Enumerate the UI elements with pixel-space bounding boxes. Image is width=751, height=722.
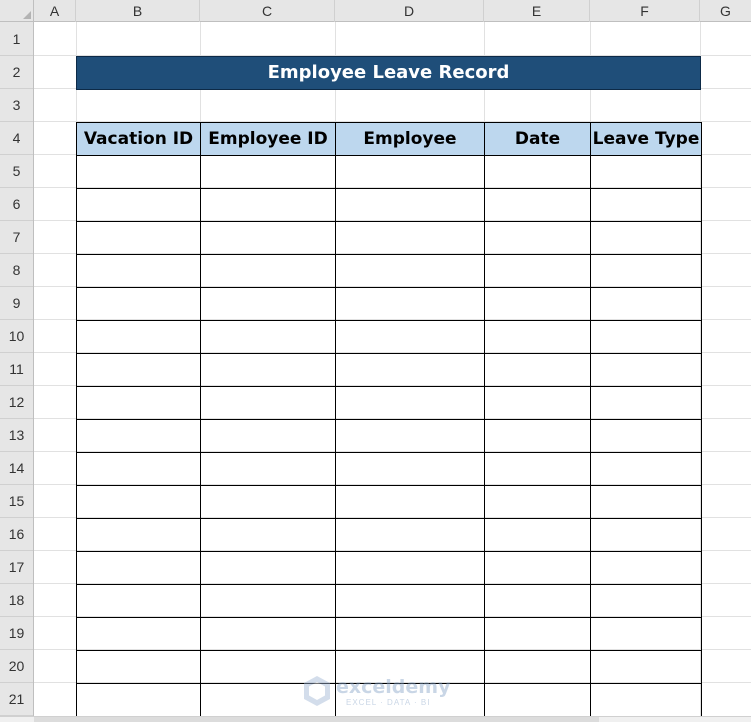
row-header-5[interactable]: 5 xyxy=(0,155,33,188)
table-row xyxy=(77,552,702,585)
row-header-12[interactable]: 12 xyxy=(0,386,33,419)
table-cell[interactable] xyxy=(591,321,702,354)
table-cell[interactable] xyxy=(485,321,591,354)
column-header-d[interactable]: D xyxy=(335,0,484,22)
row-header-4[interactable]: 4 xyxy=(0,122,33,155)
row-header-8[interactable]: 8 xyxy=(0,254,33,287)
table-cell[interactable] xyxy=(336,552,485,585)
row-header-6[interactable]: 6 xyxy=(0,188,33,221)
table-cell[interactable] xyxy=(77,486,201,519)
row-header-7[interactable]: 7 xyxy=(0,221,33,254)
table-cell[interactable] xyxy=(77,684,201,717)
column-header-f[interactable]: F xyxy=(590,0,700,22)
table-row xyxy=(77,156,702,189)
table-cell[interactable] xyxy=(485,420,591,453)
table-cell[interactable] xyxy=(485,486,591,519)
table-cell[interactable] xyxy=(201,420,336,453)
table-cell[interactable] xyxy=(591,387,702,420)
horizontal-scrollbar-thumb[interactable] xyxy=(34,717,599,722)
table-cell[interactable] xyxy=(201,453,336,486)
table-cell[interactable] xyxy=(77,618,201,651)
row-header-9[interactable]: 9 xyxy=(0,287,33,320)
leave-record-table xyxy=(76,122,702,717)
table-cell[interactable] xyxy=(485,684,591,717)
table-cell[interactable] xyxy=(77,189,201,222)
table-cell[interactable] xyxy=(336,189,485,222)
column-headers xyxy=(34,0,751,22)
table-cell[interactable] xyxy=(485,156,591,189)
table-body xyxy=(77,156,702,717)
table-row xyxy=(77,189,702,222)
table-cell[interactable] xyxy=(485,519,591,552)
table-cell[interactable] xyxy=(201,519,336,552)
table-cell[interactable] xyxy=(77,222,201,255)
header-employee[interactable]: Employee xyxy=(336,123,485,156)
table-cell[interactable] xyxy=(336,222,485,255)
table-cell[interactable] xyxy=(201,552,336,585)
sheet-title[interactable]: Employee Leave Record xyxy=(76,56,701,90)
table-cell[interactable] xyxy=(201,222,336,255)
table-cell[interactable] xyxy=(591,453,702,486)
table-cell[interactable] xyxy=(485,354,591,387)
table-cell[interactable] xyxy=(201,255,336,288)
exceldemy-watermark xyxy=(302,674,452,710)
table-cell[interactable] xyxy=(591,684,702,717)
table-row xyxy=(77,354,702,387)
table-cell[interactable] xyxy=(336,321,485,354)
exceldemy-logo-icon xyxy=(302,674,332,708)
table-cell[interactable] xyxy=(77,585,201,618)
row-header-10[interactable]: 10 xyxy=(0,320,33,353)
table-cell[interactable] xyxy=(591,486,702,519)
table-cell[interactable] xyxy=(591,156,702,189)
table-cell[interactable] xyxy=(336,156,485,189)
header-leave-type[interactable]: Leave Type xyxy=(591,123,702,156)
table-header-row xyxy=(77,123,702,156)
table-cell[interactable] xyxy=(201,618,336,651)
column-header-e[interactable]: E xyxy=(484,0,590,22)
row-header-1[interactable]: 1 xyxy=(0,22,33,56)
table-cell[interactable] xyxy=(336,288,485,321)
row-header-19[interactable]: 19 xyxy=(0,617,33,650)
column-header-g[interactable]: G xyxy=(720,3,731,19)
table-cell[interactable] xyxy=(201,156,336,189)
table-cell[interactable] xyxy=(201,387,336,420)
table-cell[interactable] xyxy=(591,222,702,255)
table-cell[interactable] xyxy=(77,156,201,189)
header-date[interactable]: Date xyxy=(485,123,591,156)
table-row xyxy=(77,255,702,288)
table-cell[interactable] xyxy=(591,585,702,618)
table-cell[interactable] xyxy=(336,519,485,552)
table-cell[interactable] xyxy=(77,387,201,420)
row-header-11[interactable]: 11 xyxy=(0,353,33,386)
row-header-21[interactable]: 21 xyxy=(0,683,33,716)
table-row xyxy=(77,387,702,420)
table-cell[interactable] xyxy=(485,552,591,585)
table-cell[interactable] xyxy=(336,486,485,519)
row-header-15[interactable]: 15 xyxy=(0,485,33,518)
table-cell[interactable] xyxy=(201,585,336,618)
table-cell[interactable] xyxy=(336,453,485,486)
table-cell[interactable] xyxy=(485,387,591,420)
table-cell[interactable] xyxy=(77,519,201,552)
table-cell[interactable] xyxy=(201,189,336,222)
select-all-corner[interactable] xyxy=(0,0,34,22)
table-cell[interactable] xyxy=(485,585,591,618)
column-header-b[interactable]: B xyxy=(76,0,200,22)
table-cell[interactable] xyxy=(77,420,201,453)
table-cell[interactable] xyxy=(336,585,485,618)
table-cell[interactable] xyxy=(336,387,485,420)
table-cell[interactable] xyxy=(336,420,485,453)
table-cell[interactable] xyxy=(77,651,201,684)
table-cell[interactable] xyxy=(591,354,702,387)
row-header-14[interactable]: 14 xyxy=(0,452,33,485)
header-vacation-id[interactable]: Vacation ID xyxy=(77,123,201,156)
table-row xyxy=(77,420,702,453)
table-row xyxy=(77,453,702,486)
table-cell[interactable] xyxy=(336,618,485,651)
table-cell[interactable] xyxy=(591,552,702,585)
table-row xyxy=(77,585,702,618)
table-cell[interactable] xyxy=(77,552,201,585)
table-cell[interactable] xyxy=(77,453,201,486)
watermark-name: exceldemy xyxy=(336,676,451,698)
row-header-3[interactable]: 3 xyxy=(0,89,33,122)
table-cell[interactable] xyxy=(485,255,591,288)
table-cell[interactable] xyxy=(201,321,336,354)
row-header-16[interactable]: 16 xyxy=(0,518,33,551)
column-header-c[interactable]: C xyxy=(200,0,335,22)
table-cell[interactable] xyxy=(485,618,591,651)
table-cell[interactable] xyxy=(591,651,702,684)
table-cell[interactable] xyxy=(591,618,702,651)
table-cell[interactable] xyxy=(591,255,702,288)
table-cell[interactable] xyxy=(485,651,591,684)
table-cell[interactable] xyxy=(77,255,201,288)
table-cell[interactable] xyxy=(201,354,336,387)
table-cell[interactable] xyxy=(591,519,702,552)
table-cell[interactable] xyxy=(485,288,591,321)
table-row xyxy=(77,486,702,519)
row-headers xyxy=(0,22,34,722)
table-cell[interactable] xyxy=(485,222,591,255)
table-cell[interactable] xyxy=(336,255,485,288)
table-cell[interactable] xyxy=(201,486,336,519)
row-header-20[interactable]: 20 xyxy=(0,650,33,683)
table-cell[interactable] xyxy=(336,354,485,387)
table-row xyxy=(77,321,702,354)
table-cell[interactable] xyxy=(485,189,591,222)
table-cell[interactable] xyxy=(77,288,201,321)
row-header-2[interactable]: 2 xyxy=(0,56,33,89)
table-cell[interactable] xyxy=(77,354,201,387)
watermark-tagline: EXCEL · DATA · BI xyxy=(346,698,431,707)
table-cell[interactable] xyxy=(201,288,336,321)
row-header-17[interactable]: 17 xyxy=(0,551,33,584)
table-row xyxy=(77,519,702,552)
row-header-13[interactable]: 13 xyxy=(0,419,33,452)
table-row xyxy=(77,618,702,651)
header-employee-id[interactable]: Employee ID xyxy=(201,123,336,156)
table-row xyxy=(77,288,702,321)
table-row xyxy=(77,222,702,255)
table-cell[interactable] xyxy=(591,420,702,453)
table-cell[interactable] xyxy=(591,288,702,321)
table-cell[interactable] xyxy=(591,189,702,222)
table-cell[interactable] xyxy=(77,321,201,354)
table-cell[interactable] xyxy=(485,453,591,486)
row-header-18[interactable]: 18 xyxy=(0,584,33,617)
column-header-a[interactable]: A xyxy=(34,0,76,22)
